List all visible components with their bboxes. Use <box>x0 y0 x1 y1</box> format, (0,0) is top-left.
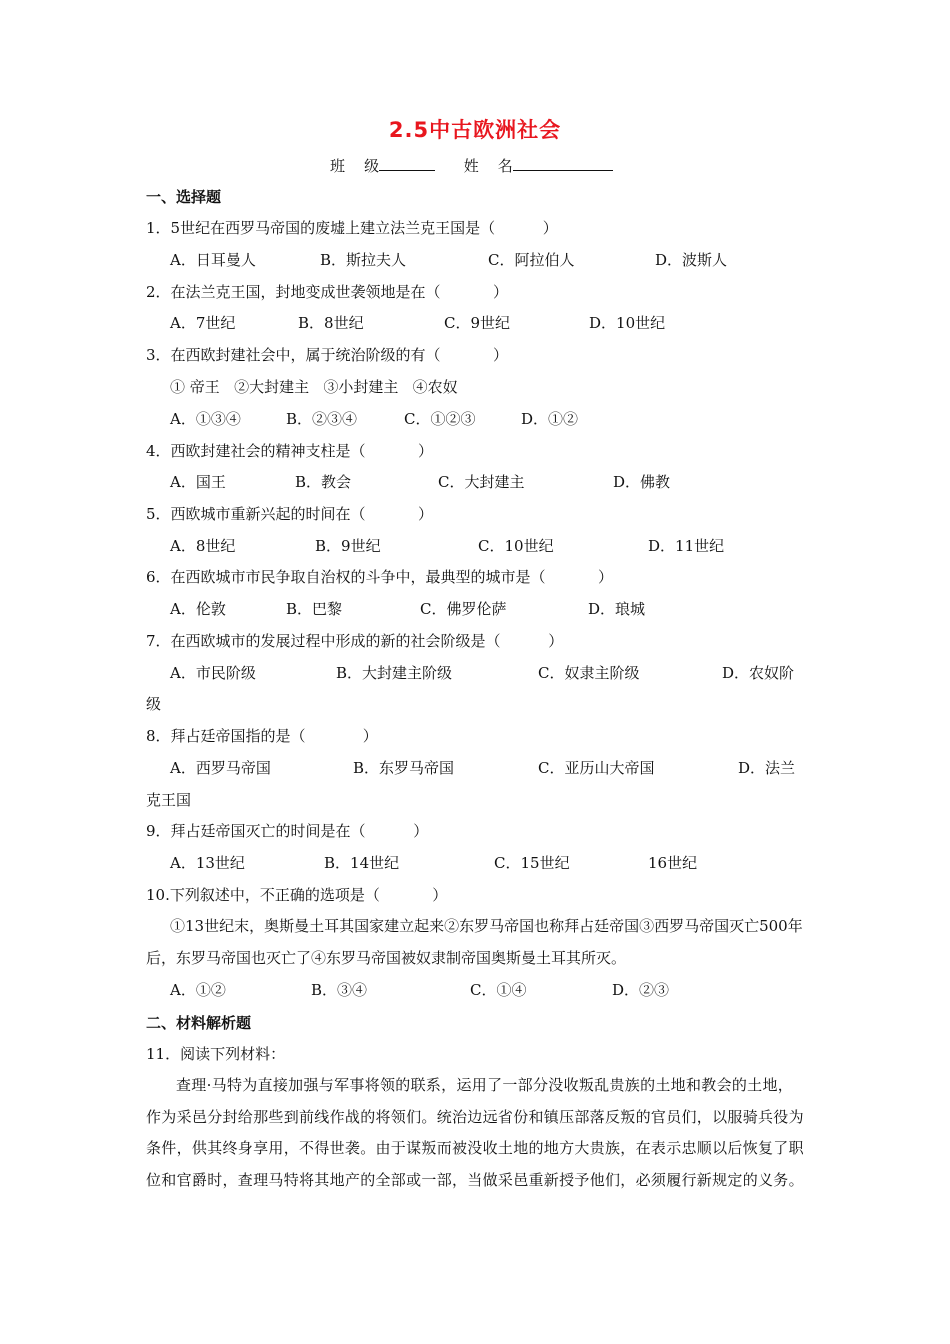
question-8-stem: 8．拜占廷帝国指的是（ ） <box>146 727 378 745</box>
q8-option-a: A．西罗马帝国 <box>170 759 271 777</box>
q3-items: ① 帝王 ②大封建主 ③小封建主 ④农奴 <box>170 378 458 396</box>
class-blank <box>379 156 435 171</box>
section-heading-material: 二、材料解析题 <box>146 1014 252 1032</box>
q8-option-c: C．亚历山大帝国 <box>538 759 655 777</box>
question-1-stem: 1．5世纪在西罗马帝国的废墟上建立法兰克王国是（ ） <box>146 219 558 237</box>
q9-option-d: 16世纪 <box>648 854 698 872</box>
page-title: 2.5中古欧洲社会 <box>388 118 562 142</box>
question-5-stem: 5．西欧城市重新兴起的时间在（ ） <box>146 505 433 523</box>
q6-option-d: D．琅城 <box>588 600 646 618</box>
question-11-stem: 11．阅读下列材料： <box>146 1045 286 1063</box>
student-info-line <box>330 155 613 176</box>
question-10-stem: 10.下列叙述中，不正确的选项是（ ） <box>146 886 448 904</box>
q3-option-d: D．①② <box>521 410 579 428</box>
q3-option-b: B．②③④ <box>286 410 358 428</box>
q7-option-d: D．农奴阶 <box>722 664 795 682</box>
q8-option-b: B．东罗马帝国 <box>353 759 455 777</box>
q9-option-c: C．15世纪 <box>494 854 570 872</box>
q5-option-c: C．10世纪 <box>478 537 554 555</box>
q10-option-b: B．③④ <box>311 981 368 999</box>
q10-option-a: A．①② <box>170 981 226 999</box>
question-4-stem: 4．西欧封建社会的精神支柱是（ ） <box>146 442 433 460</box>
q8-option-d: D．法兰 <box>738 759 796 777</box>
question-7-stem: 7．在西欧城市的发展过程中形成的新的社会阶级是（ ） <box>146 632 564 650</box>
q6-option-b: B．巴黎 <box>286 600 343 618</box>
question-9-stem: 9．拜占廷帝国灭亡的时间是在（ ） <box>146 822 429 840</box>
q2-option-b: B．8世纪 <box>298 314 364 332</box>
q8-option-d-wrap: 克王国 <box>146 791 192 809</box>
q2-option-d: D．10世纪 <box>589 314 666 332</box>
q10-option-d: D．②③ <box>612 981 670 999</box>
q4-option-d: D．佛教 <box>613 473 671 491</box>
q10-option-c: C．①④ <box>470 981 527 999</box>
q5-option-d: D．11世纪 <box>648 537 725 555</box>
q2-option-c: C．9世纪 <box>444 314 511 332</box>
q2-option-a: A．7世纪 <box>170 314 236 332</box>
q3-option-a: A．①③④ <box>170 410 241 428</box>
q9-option-a: A．13世纪 <box>170 854 245 872</box>
class-label: 班 级 <box>330 157 380 175</box>
q3-option-c: C．①②③ <box>404 410 476 428</box>
q9-option-b: B．14世纪 <box>324 854 400 872</box>
q4-option-c: C．大封建主 <box>438 473 525 491</box>
q7-option-b: B．大封建主阶级 <box>336 664 453 682</box>
q6-option-c: C．佛罗伦萨 <box>420 600 507 618</box>
q1-option-a: A．日耳曼人 <box>170 251 256 269</box>
q5-option-a: A．8世纪 <box>170 537 236 555</box>
q1-option-d: D．波斯人 <box>655 251 728 269</box>
q7-option-c: C．奴隶主阶级 <box>538 664 640 682</box>
section-heading-choice: 一、选择题 <box>146 188 222 206</box>
question-2-stem: 2．在法兰克王国，封地变成世袭领地是在（ ） <box>146 283 508 301</box>
q4-option-b: B．教会 <box>295 473 352 491</box>
q5-option-b: B．9世纪 <box>315 537 381 555</box>
q1-option-b: B．斯拉夫人 <box>320 251 407 269</box>
question-6-stem: 6．在西欧城市市民争取自治权的斗争中，最典型的城市是（ ） <box>146 568 613 586</box>
q7-option-d-wrap: 级 <box>146 695 162 713</box>
q10-statements: ①13世纪末，奥斯曼土耳其国家建立起来②东罗马帝国也称拜占廷帝国③西罗马帝国灭亡500年后，东罗马帝国也灭亡了④东罗马帝国被奴隶制帝国奥斯曼土耳其所灭。 <box>146 917 803 967</box>
q4-option-a: A．国王 <box>170 473 226 491</box>
q6-option-a: A．伦敦 <box>170 600 226 618</box>
q1-option-c: C．阿拉伯人 <box>488 251 575 269</box>
q7-option-a: A．市民阶级 <box>170 664 256 682</box>
question-3-stem: 3．在西欧封建社会中，属于统治阶级的有（ ） <box>146 346 508 364</box>
name-blank <box>513 156 613 171</box>
q11-material-paragraph: 查理·马特为直接加强与军事将领的联系，运用了一部分没收叛乱贵族的土地和教会的土地，作为采邑分封给那些到前线作战的将领们。统治边远省份和镇压部落反叛的官员们，以服骑兵役为条件，供其终身享用，不得世袭。由于谋叛而被没收土地的地方大贵族，在表示忠顺以后恢复了职位和官爵时，查理马特将其地产的全部或一部，当做采邑重新授予他们，必须履行新规定的义务。 <box>146 1076 804 1189</box>
name-label: 姓 名 <box>463 157 513 175</box>
